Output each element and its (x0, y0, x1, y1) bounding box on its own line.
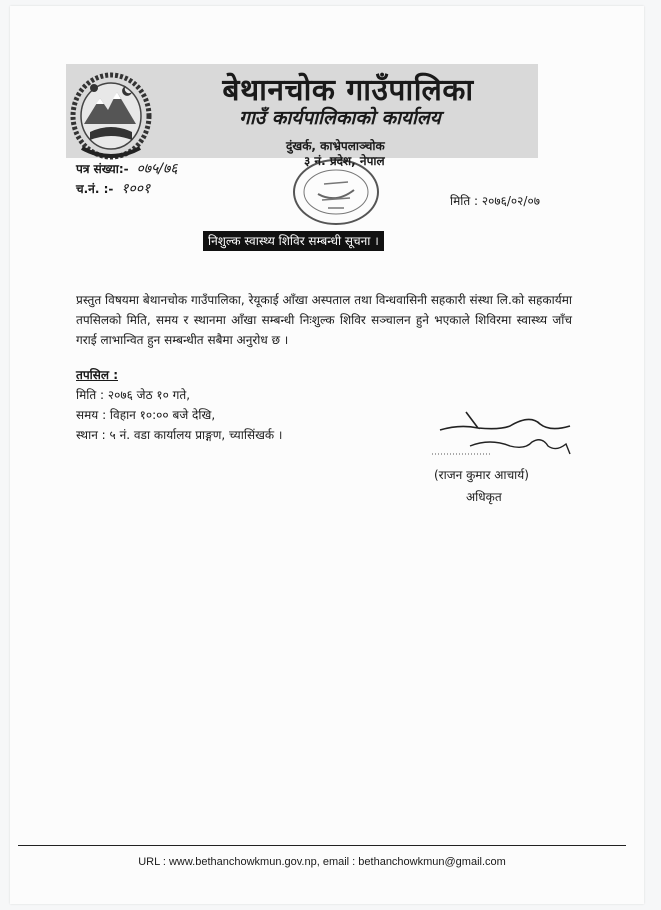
details-time: समय : विहान १०:०० बजे देखि, (76, 408, 216, 422)
dispatch-number-value: १००१ (121, 181, 151, 197)
details-date: मिति : २०७६ जेठ १० गते, (76, 388, 191, 402)
details-venue: स्थान : ५ नं. वडा कार्यालय प्राङ्गण, च्यासिंखर्क । (76, 428, 283, 442)
office-subtitle: गाउँ कार्यपालिकाको कार्यालय (239, 107, 441, 129)
signatory-name: (राजन कुमार आचार्य) (434, 468, 529, 482)
nepal-emblem-logo (70, 72, 152, 160)
office-address-line2: ३ नं. प्रदेश, नेपाल (304, 154, 385, 168)
notice-body: प्रस्तुत विषयमा बेथानचोक गाउँपालिका, रेयूकाई आँखा अस्पताल तथा विन्धवासिनी सहकारी संस्था लि.को सहकार्यमा तपसिलको मिति, समय र स्थानमा आँखा सम्बन्धी निःशुल्क शिविर सञ्चालन हुने भएकाले शिविरमा स्वास्थ्य जाँच गराई लाभान्वित हुन सम्बन्धीत सबैमा अनुरोध छ । (76, 293, 572, 347)
details-title: तपसिल : (76, 368, 118, 382)
signatory-designation: अधिकृत (466, 490, 502, 504)
letter-date-value: २०७६/०२/०७ (481, 194, 540, 208)
office-address-line1: दुंखर्क, काभ्रेपलाञ्चोक (286, 139, 385, 153)
letter-number-label: पत्र संख्या:- (76, 162, 129, 176)
dispatch-number (76, 179, 150, 198)
notice-subject: निशुल्क स्वास्थ्य शिविर सम्बन्धी सूचना । (203, 231, 384, 251)
footer-contact: URL : www.bethanchowkmun.gov.np, email : bethanchowkmun@gmail.com (138, 856, 506, 868)
footer-divider (18, 845, 626, 846)
letter-number (76, 159, 178, 178)
handwritten-signature (430, 406, 580, 462)
dispatch-number-label: च.नं. :- (76, 182, 114, 196)
letter-date (450, 192, 540, 209)
office-name: बेथानचोक गाउँपालिका (222, 73, 474, 108)
letter-date-label: मिति : (450, 194, 479, 208)
letter-number-value: ०७५/७६ (136, 161, 178, 177)
